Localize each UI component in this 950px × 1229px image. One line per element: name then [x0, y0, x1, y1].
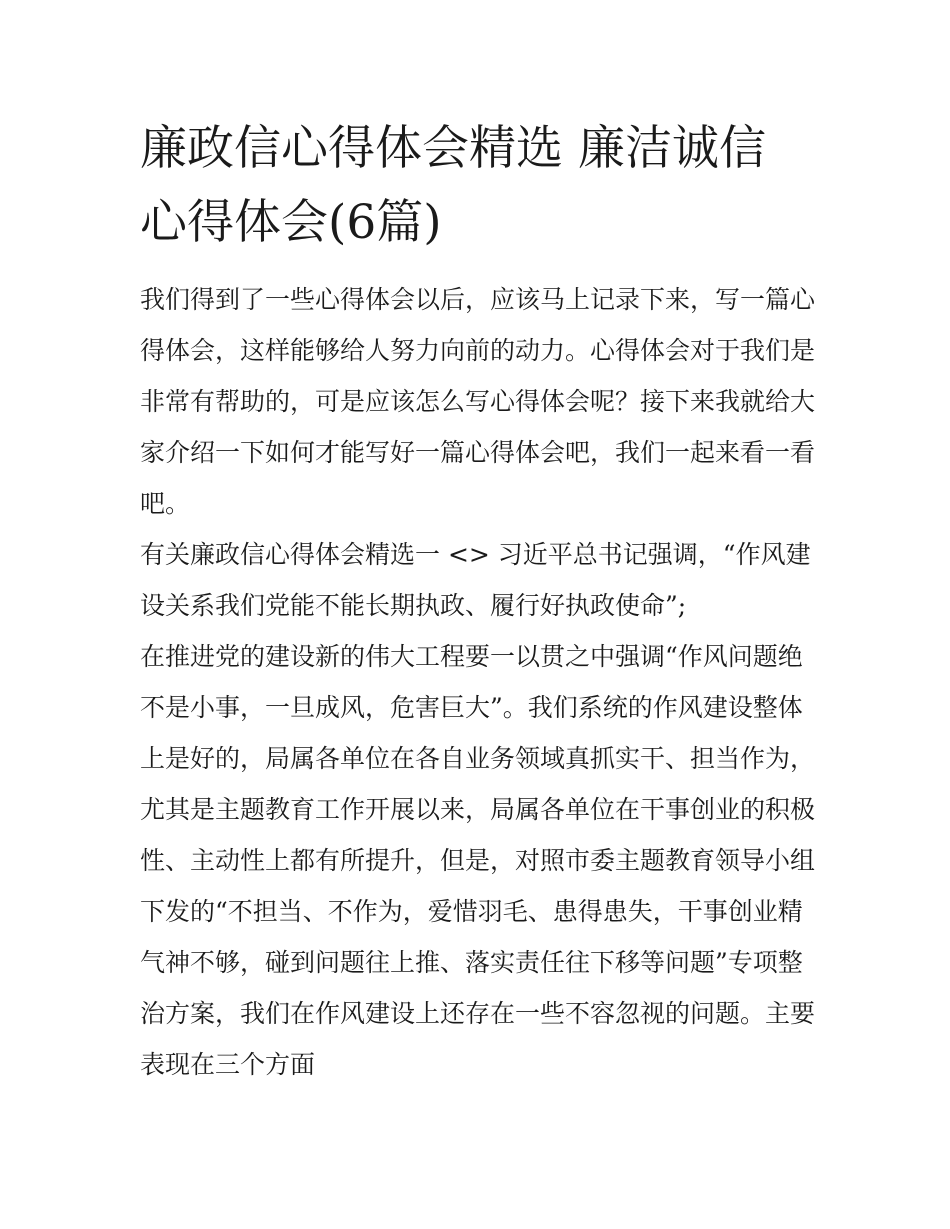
- paragraph-line: 不是小事，一旦成风，危害巨大”。我们系统的作风建设整体: [140, 693, 803, 722]
- paragraph-line: 家介绍一下如何才能写好一篇心得体会吧，我们一起来看一看: [140, 438, 816, 467]
- paragraph-line: 非常有帮助的，可是应该怎么写心得体会呢？接下来我就给大: [140, 387, 816, 416]
- paragraph-line: 设关系我们党能不能长期执政、履行好执政使命”;: [140, 591, 687, 620]
- quote-paragraph: [140, 529, 815, 631]
- paragraph-line: 尤其是主题教育工作开展以来，局属各单位在干事创业的积极: [140, 795, 816, 824]
- paragraph-line: 在推进党的建设新的伟大工程要一以贯之中强调“作风问题绝: [140, 642, 803, 671]
- paragraph-line: 气神不够，碰到问题往上推、落实责任往下移等问题”专项整: [140, 948, 803, 977]
- paragraph-line: 上是好的，局属各单位在各自业务领域真抓实干、担当作为，: [140, 744, 816, 773]
- paragraph-line: 我们得到了一些心得体会以后，应该马上记录下来，写一篇心: [140, 285, 816, 314]
- paragraph-line: 治方案，我们在作风建设上还存在一些不容忽视的问题。主要: [140, 999, 816, 1028]
- paragraph-line: 表现在三个方面: [140, 1050, 316, 1079]
- document-page: [140, 112, 815, 1090]
- title-line-1: 廉政信心得体会精选 廉洁诚信: [140, 121, 766, 176]
- title-line-2: 心得体会(6篇): [140, 195, 442, 250]
- paragraph-line: 有关廉政信心得体会精选一 <> 习近平总书记强调，“作风建: [140, 540, 811, 569]
- paragraph-line: 得体会，这样能够给人努力向前的动力。心得体会对于我们是: [140, 336, 816, 365]
- document-title: [140, 112, 815, 260]
- paragraph-line: 下发的“不担当、不作为，爱惜羽毛、患得患失，干事创业精: [140, 897, 803, 926]
- body-paragraph: [140, 631, 815, 1090]
- intro-paragraph: [140, 274, 815, 529]
- paragraph-line: 吧。: [140, 489, 191, 518]
- paragraph-line: 性、主动性上都有所提升，但是，对照市委主题教育领导小组: [140, 846, 816, 875]
